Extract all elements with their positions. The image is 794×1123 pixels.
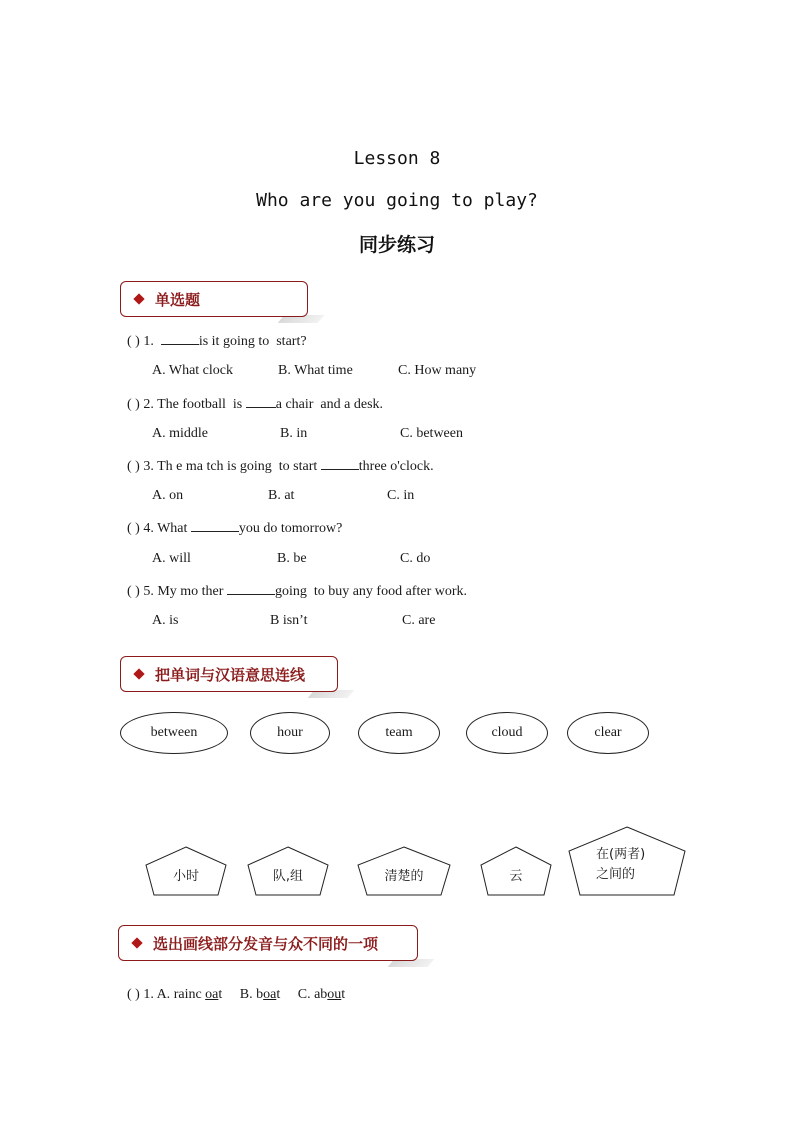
word-part: ab xyxy=(314,987,328,1002)
option-c[interactable]: C. are xyxy=(402,613,436,628)
word-part: t xyxy=(218,987,223,1002)
section-header-phonics xyxy=(118,925,418,961)
answer-paren[interactable]: ( ) xyxy=(127,459,140,474)
answer-paren[interactable]: ( ) xyxy=(127,397,140,412)
lesson-title: Lesson 8 xyxy=(353,148,441,169)
match-word-clear[interactable]: clear xyxy=(567,712,649,754)
phonics-option-a[interactable] xyxy=(157,987,223,1002)
underlined-part: oa xyxy=(205,987,219,1002)
question-number: 4. xyxy=(143,521,154,536)
answer-paren[interactable]: ( ) xyxy=(127,521,140,536)
section-title: 单选题 xyxy=(155,291,201,309)
page-subtitle: 同步练习 xyxy=(358,234,435,256)
option-a[interactable]: A. will xyxy=(152,551,191,566)
answer-paren[interactable]: ( ) xyxy=(127,584,140,599)
option-c[interactable]: C. between xyxy=(400,426,463,441)
meaning-label: 在(两者) 之间的 xyxy=(596,847,646,882)
question-2 xyxy=(127,395,383,413)
question-text-after: you do tomorrow? xyxy=(238,521,343,536)
question-number: 1. xyxy=(143,987,154,1002)
question-text-after: a chair and a desk. xyxy=(275,397,384,412)
section-title: 选出画线部分发音与众不同的一项 xyxy=(153,935,379,953)
option-a[interactable]: A. on xyxy=(152,488,184,503)
lesson-question: Who are you going to play? xyxy=(256,190,538,211)
option-b[interactable]: B isn’t xyxy=(270,613,308,628)
match-word-cloud[interactable]: cloud xyxy=(466,712,548,754)
word-part: t xyxy=(341,987,346,1002)
phonics-option-c[interactable] xyxy=(298,987,345,1002)
section-title: 把单词与汉语意思连线 xyxy=(155,666,306,684)
option-b[interactable]: B. in xyxy=(280,426,308,441)
match-meaning-team[interactable] xyxy=(247,846,329,896)
match-meaning-cloud[interactable] xyxy=(480,846,552,896)
question-text-before: What xyxy=(157,521,191,536)
question-text-before: My mo ther xyxy=(157,584,227,599)
option-label: A. xyxy=(156,987,174,1002)
answer-paren[interactable]: ( ) xyxy=(127,334,140,349)
answer-blank[interactable] xyxy=(161,332,199,345)
answer-blank[interactable] xyxy=(227,582,275,595)
question-number: 1. xyxy=(143,334,154,349)
meaning-label: 队,组 xyxy=(272,869,304,884)
section-header-single-choice xyxy=(120,281,308,317)
match-word-team[interactable]: team xyxy=(358,712,440,754)
word-part: t xyxy=(276,987,281,1002)
option-label: C. xyxy=(297,987,315,1002)
option-c[interactable]: C. do xyxy=(400,551,431,566)
match-meaning-clear[interactable] xyxy=(357,846,451,896)
meaning-label: 小时 xyxy=(172,869,199,884)
option-a[interactable]: A. is xyxy=(152,613,179,628)
underlined-part: ou xyxy=(327,987,342,1002)
option-label: B. xyxy=(239,987,257,1002)
option-b[interactable]: B. be xyxy=(277,551,307,566)
phonics-question-1 xyxy=(127,987,345,1003)
question-4 xyxy=(127,519,342,537)
question-number: 2. xyxy=(143,397,154,412)
question-text-after: three o'clock. xyxy=(358,459,434,474)
question-text-after: is it going to start? xyxy=(198,334,307,349)
phonics-option-b[interactable] xyxy=(240,987,280,1002)
answer-blank[interactable] xyxy=(191,519,239,532)
question-number: 5. xyxy=(143,584,154,599)
question-text-before: The football is xyxy=(157,397,246,412)
section-header-matching xyxy=(120,656,338,692)
diamond-bullet-icon xyxy=(133,293,144,304)
question-3 xyxy=(127,457,434,475)
answer-blank[interactable] xyxy=(246,395,276,408)
question-text-after: going to buy any food after work. xyxy=(274,584,468,599)
match-word-between[interactable]: between xyxy=(120,712,228,754)
diamond-bullet-icon xyxy=(131,937,142,948)
option-b[interactable]: B. at xyxy=(268,488,295,503)
option-a[interactable]: A. middle xyxy=(152,426,208,441)
answer-paren[interactable]: ( ) xyxy=(127,987,140,1002)
match-meaning-hour[interactable] xyxy=(145,846,227,896)
meaning-label: 云 xyxy=(509,869,523,884)
question-1 xyxy=(127,332,307,350)
meaning-label: 清楚的 xyxy=(384,869,424,884)
answer-blank[interactable] xyxy=(321,457,359,470)
word-part: b xyxy=(256,987,264,1002)
option-c[interactable]: C. in xyxy=(387,488,415,503)
option-c[interactable]: C. How many xyxy=(398,363,477,378)
underlined-part: oa xyxy=(263,987,277,1002)
question-5 xyxy=(127,582,467,600)
match-meaning-between[interactable] xyxy=(568,826,686,896)
question-text-before: Th e ma tch is going to start xyxy=(157,459,321,474)
option-a[interactable]: A. What clock xyxy=(152,363,233,378)
question-number: 3. xyxy=(143,459,154,474)
match-word-hour[interactable]: hour xyxy=(250,712,330,754)
option-b[interactable]: B. What time xyxy=(278,363,353,378)
diamond-bullet-icon xyxy=(133,668,144,679)
word-part: rainc xyxy=(173,987,206,1002)
